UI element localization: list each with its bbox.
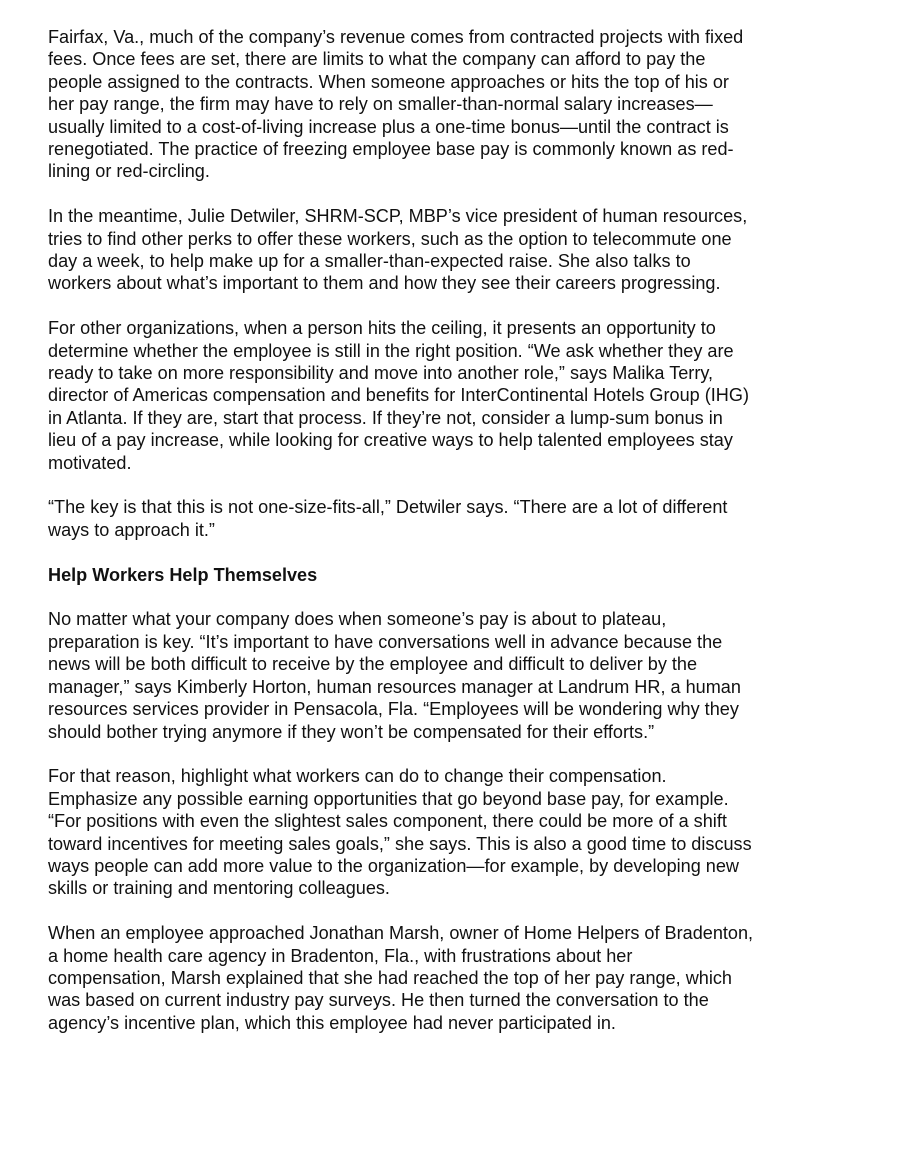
text-line: ways people can add more value to the organization—for example, by developing new [48,855,739,876]
text-line: people assigned to the contracts. When someone approaches or hits the top of his or [48,71,729,92]
section-heading: Help Workers Help Themselves [48,564,318,585]
paragraph-fixed-fees [48,26,868,183]
paragraph-other-organizations [48,317,868,474]
text-line: No matter what your company does when someone’s pay is about to plateau, [48,609,667,630]
text-line: tries to find other perks to offer these workers, such as the option to telecommute one [48,228,732,249]
text-line: Emphasize any possible earning opportunities that go beyond base pay, for example. [48,788,729,809]
text-line: day a week, to help make up for a smaller-than-expected raise. She also talks to [48,251,691,272]
text-line: Fairfax, Va., much of the company’s revenue comes from contracted projects with fixed [48,27,744,47]
text-line: director of Americas compensation and benefits for InterContinental Hotels Group (IHG) [48,385,749,406]
text-line: “The key is that this is not one-size-fits-all,” Detwiler says. “There are a lot of different [48,497,728,518]
text-line: compensation, Marsh explained that she had reached the top of her pay range, which [48,967,732,988]
text-line: agency’s incentive plan, which this employee had never participated in. [48,1012,616,1033]
text-line: toward incentives for meeting sales goals,” she says. This is also a good time to discuss [48,833,752,854]
document-page [48,26,868,1057]
text-line: renegotiated. The practice of freezing employee base pay is commonly known as red- [48,139,734,160]
text-line: news will be both difficult to receive by the employee and difficult to deliver by the [48,654,698,675]
paragraph-preparation [48,608,868,742]
text-line: workers about what’s important to them and how they see their careers progressing. [48,273,721,294]
text-line: skills or training and mentoring colleagues. [48,878,390,899]
text-line: fees. Once fees are set, there are limits to what the company can afford to pay the [48,49,706,70]
text-line: lieu of a pay increase, while looking for creative ways to help talented employees stay [48,430,733,451]
text-line: a home health care agency in Bradenton, Fla., with frustrations about her [48,945,633,966]
text-line: was based on current industry pay surveys. He then turned the conversation to the [48,990,709,1011]
paragraph-highlight-opportunities [48,765,868,899]
text-line: usually limited to a cost-of-living increase plus a one-time bonus—until the contract is [48,116,729,137]
text-line: should bother trying anymore if they won’t be compensated for their efforts.” [48,721,655,742]
text-line: ways to approach it.” [48,519,215,540]
text-line: ready to take on more responsibility and move into another role,” says Malika Terry, [48,363,714,384]
paragraph-detwiler-perks [48,205,868,295]
text-line: In the meantime, Julie Detwiler, SHRM-SCP, MBP’s vice president of human resources, [48,206,748,227]
text-line: resources services provider in Pensacola, Fla. “Employees will be wondering why they [48,699,739,720]
text-line: preparation is key. “It’s important to have conversations well in advance because the [48,631,723,652]
text-line: For other organizations, when a person hits the ceiling, it presents an opportunity to [48,318,716,339]
text-line: determine whether the employee is still in the right position. “We ask whether they are [48,340,734,361]
text-line: her pay range, the firm may have to rely on smaller-than-normal salary increases— [48,94,713,115]
text-line: “For positions with even the slightest sales component, there could be more of a shift [48,811,727,832]
text-line: motivated. [48,452,132,473]
text-line: manager,” says Kimberly Horton, human resources manager at Landrum HR, a human [48,676,741,697]
text-line: When an employee approached Jonathan Marsh, owner of Home Helpers of Bradenton, [48,923,754,944]
text-line: For that reason, highlight what workers can do to change their compensation. [48,766,667,787]
text-line: lining or red-circling. [48,161,210,182]
text-line: in Atlanta. If they are, start that process. If they’re not, consider a lump-sum bonus in [48,407,723,428]
paragraph-detwiler-quote [48,496,868,541]
paragraph-marsh-example [48,922,868,1034]
